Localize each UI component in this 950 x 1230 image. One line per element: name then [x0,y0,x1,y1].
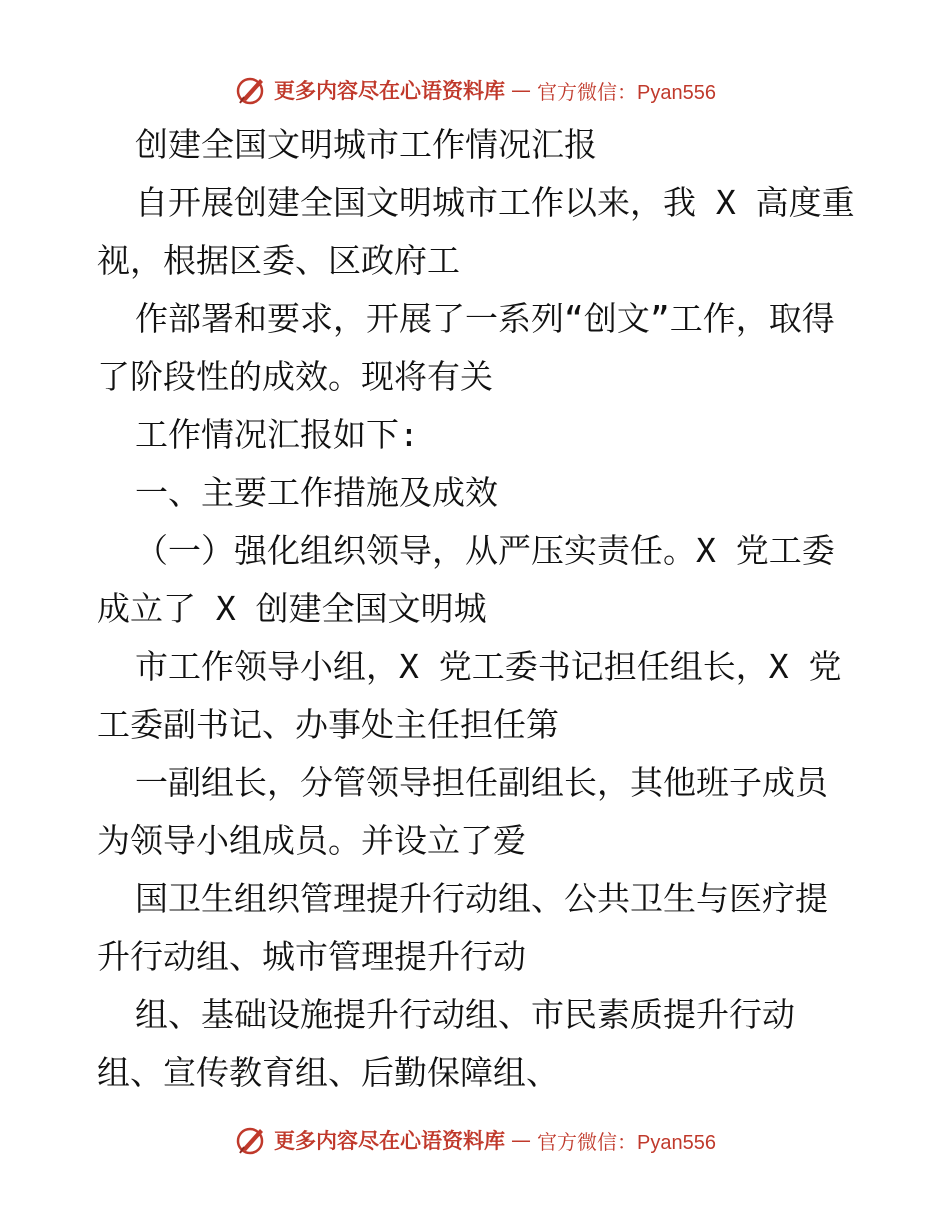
watermark-separator: — [511,1128,532,1152]
paragraph-line: 组、基础设施提升行动组、市民素质提升行动组、宣传教育组、后勤保障组、 [97,995,795,1092]
document-title: 创建全国文明城市工作情况汇报 [135,125,597,164]
document-body [97,116,857,1102]
watermark-footer [0,1120,950,1160]
watermark-header [0,70,950,110]
section-heading: 一、主要工作措施及成效 [135,473,498,512]
paragraph-line: 工作情况汇报如下: [135,415,419,454]
paragraph-line: 国卫生组织管理提升行动组、公共卫生与医疗提升行动组、城市管理提升行动 [97,879,828,976]
quill-pen-logo-icon [234,73,268,107]
watermark-contact: 官方微信：Pyan556 [537,81,716,104]
paragraph-line: 自开展创建全国文明城市工作以来，我 X 高度重视，根据区委、区政府工 [97,183,855,280]
watermark-text: 更多内容尽在心语资料库 [274,1128,506,1153]
paragraph-line: 市工作领导小组，X 党工委书记担任组长，X 党工委副书记、办事处主任担任第 [97,647,842,744]
quill-pen-logo-icon [234,1123,268,1157]
watermark-text: 更多内容尽在心语资料库 [274,78,506,103]
paragraph-line: （一）强化组织领导，从严压实责任。X 党工委成立了 X 创建全国文明城 [97,531,835,628]
watermark-contact: 官方微信：Pyan556 [537,1131,716,1154]
watermark-separator: — [511,78,532,102]
paragraph-line: 一副组长，分管领导担任副组长，其他班子成员为领导小组成员。并设立了爱 [97,763,828,860]
paragraph-line: 作部署和要求，开展了一系列“创文”工作，取得了阶段性的成效。现将有关 [97,299,835,396]
